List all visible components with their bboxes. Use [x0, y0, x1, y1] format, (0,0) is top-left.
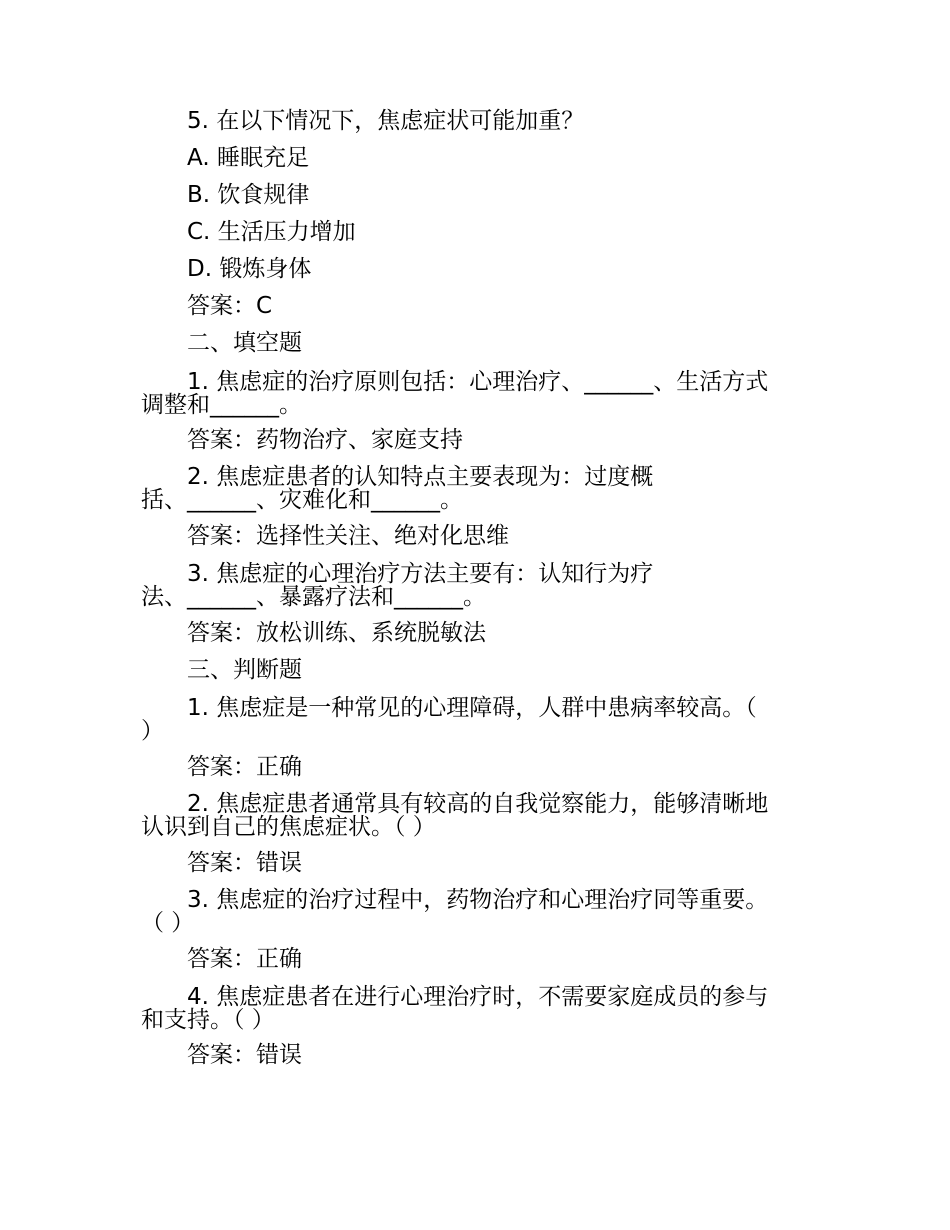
answer-line: 答案：错误	[187, 1042, 302, 1068]
fill-question-3: 3. 焦虑症的心理治疗方法主要有：认知行为疗	[187, 561, 654, 587]
section-heading-true-false: 三、判断题	[187, 657, 302, 683]
tf-question-1-continued: ）	[141, 718, 164, 744]
answer-line: 答案：放松训练、系统脱敏法	[187, 620, 486, 646]
fill-question-1-continued: 调整和______。	[141, 392, 302, 418]
fill-question-1: 1. 焦虑症的治疗原则包括：心理治疗、______、生活方式	[187, 369, 769, 395]
fill-question-2-continued: 括、______、灾难化和______。	[141, 487, 463, 513]
option-d: D. 锻炼身体	[187, 256, 312, 282]
fill-question-2: 2. 焦虑症患者的认知特点主要表现为：过度概	[187, 464, 654, 490]
tf-question-3: 3. 焦虑症的治疗过程中，药物治疗和心理治疗同等重要。	[187, 887, 769, 913]
fill-question-3-continued: 法、______、暴露疗法和______。	[141, 584, 486, 610]
answer-line: 答案：正确	[187, 754, 302, 780]
answer-line: 答案：C	[187, 293, 273, 319]
answer-line: 答案：药物治疗、家庭支持	[187, 427, 463, 453]
section-heading-fill-blank: 二、填空题	[187, 330, 302, 356]
answer-line: 答案：选择性关注、绝对化思维	[187, 523, 509, 549]
tf-question-4-continued: 和支持。（ ）	[141, 1007, 275, 1033]
answer-line: 答案：正确	[187, 946, 302, 972]
option-b: B. 饮食规律	[187, 182, 310, 208]
option-a: A. 睡眠充足	[187, 145, 309, 171]
tf-question-4: 4. 焦虑症患者在进行心理治疗时，不需要家庭成员的参与	[187, 984, 769, 1010]
question-5: 5. 在以下情况下，焦虑症状可能加重？	[187, 108, 585, 134]
option-c: C. 生活压力增加	[187, 219, 356, 245]
tf-question-1: 1. 焦虑症是一种常见的心理障碍，人群中患病率较高。（	[187, 695, 757, 721]
tf-question-3-continued: （ ）	[141, 910, 195, 936]
tf-question-2-continued: 认识到自己的焦虑症状。（ ）	[141, 814, 436, 840]
answer-line: 答案：错误	[187, 850, 302, 876]
tf-question-2: 2. 焦虑症患者通常具有较高的自我觉察能力，能够清晰地	[187, 791, 769, 817]
